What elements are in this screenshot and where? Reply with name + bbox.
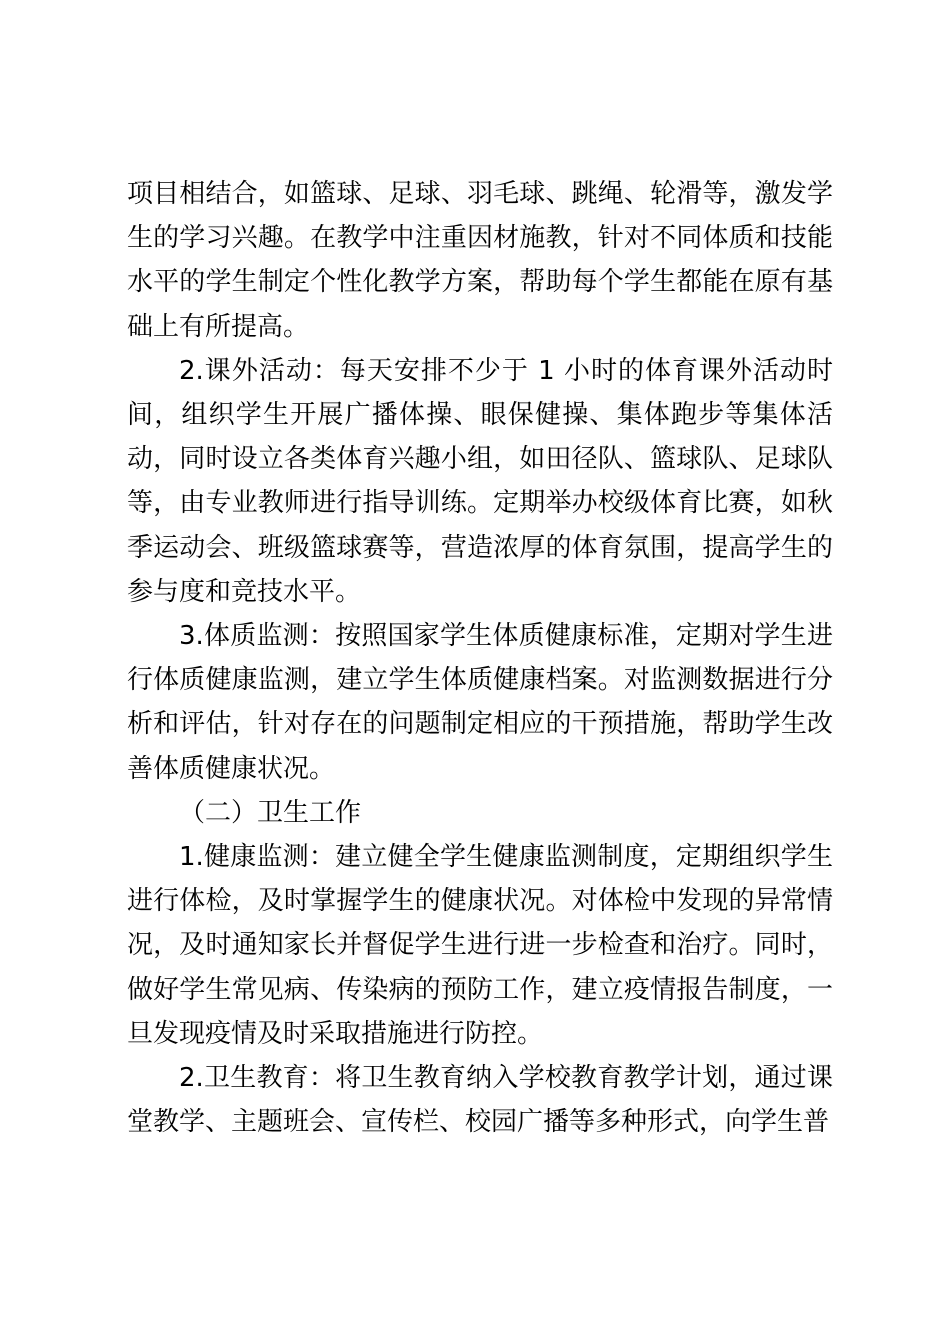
document-body bbox=[127, 172, 833, 1144]
section-heading-hygiene-work: （二）卫生工作 bbox=[179, 797, 362, 828]
paragraph-sports-teaching-continued: 项目相结合，如篮球、足球、羽毛球、跳绳、轮滑等，激发学生的学习兴趣。在教学中注重因材施教，针对不同体质和技能水平的学生制定个性化教学方案，帮助每个学生都能在原有基础上有所提高。 bbox=[127, 179, 833, 342]
paragraph-extracurricular-activities: 2.课外活动：每天安排不少于 1 小时的体育课外活动时间，组织学生开展广播体操、眼保健操、集体跑步等集体活动，同时设立各类体育兴趣小组，如田径队、篮球队、足球队等，由专业教师进行指导训练。定期举办校级体育比赛，如秋季运动会、班级篮球赛等，营造浓厚的体育氛围，提高学生的参与度和竞技水平。 bbox=[127, 355, 833, 607]
paragraph-physical-monitoring: 3.体质监测：按照国家学生体质健康标准，定期对学生进行体质健康监测，建立学生体质健康档案。对监测数据进行分析和评估，针对存在的问题制定相应的干预措施，帮助学生改善体质健康状况。 bbox=[127, 621, 833, 784]
paragraph-health-monitoring: 1.健康监测：建立健全学生健康监测制度，定期组织学生进行体检，及时掌握学生的健康状况。对体检中发现的异常情况，及时通知家长并督促学生进行进一步检查和治疗。同时，做好学生常见病、传染病的预防工作，建立疫情报告制度，一旦发现疫情及时采取措施进行防控。 bbox=[127, 842, 833, 1049]
paragraph-hygiene-education: 2.卫生教育：将卫生教育纳入学校教育教学计划，通过课堂教学、主题班会、宣传栏、校园广播等多种形式，向学生普 bbox=[127, 1063, 833, 1138]
